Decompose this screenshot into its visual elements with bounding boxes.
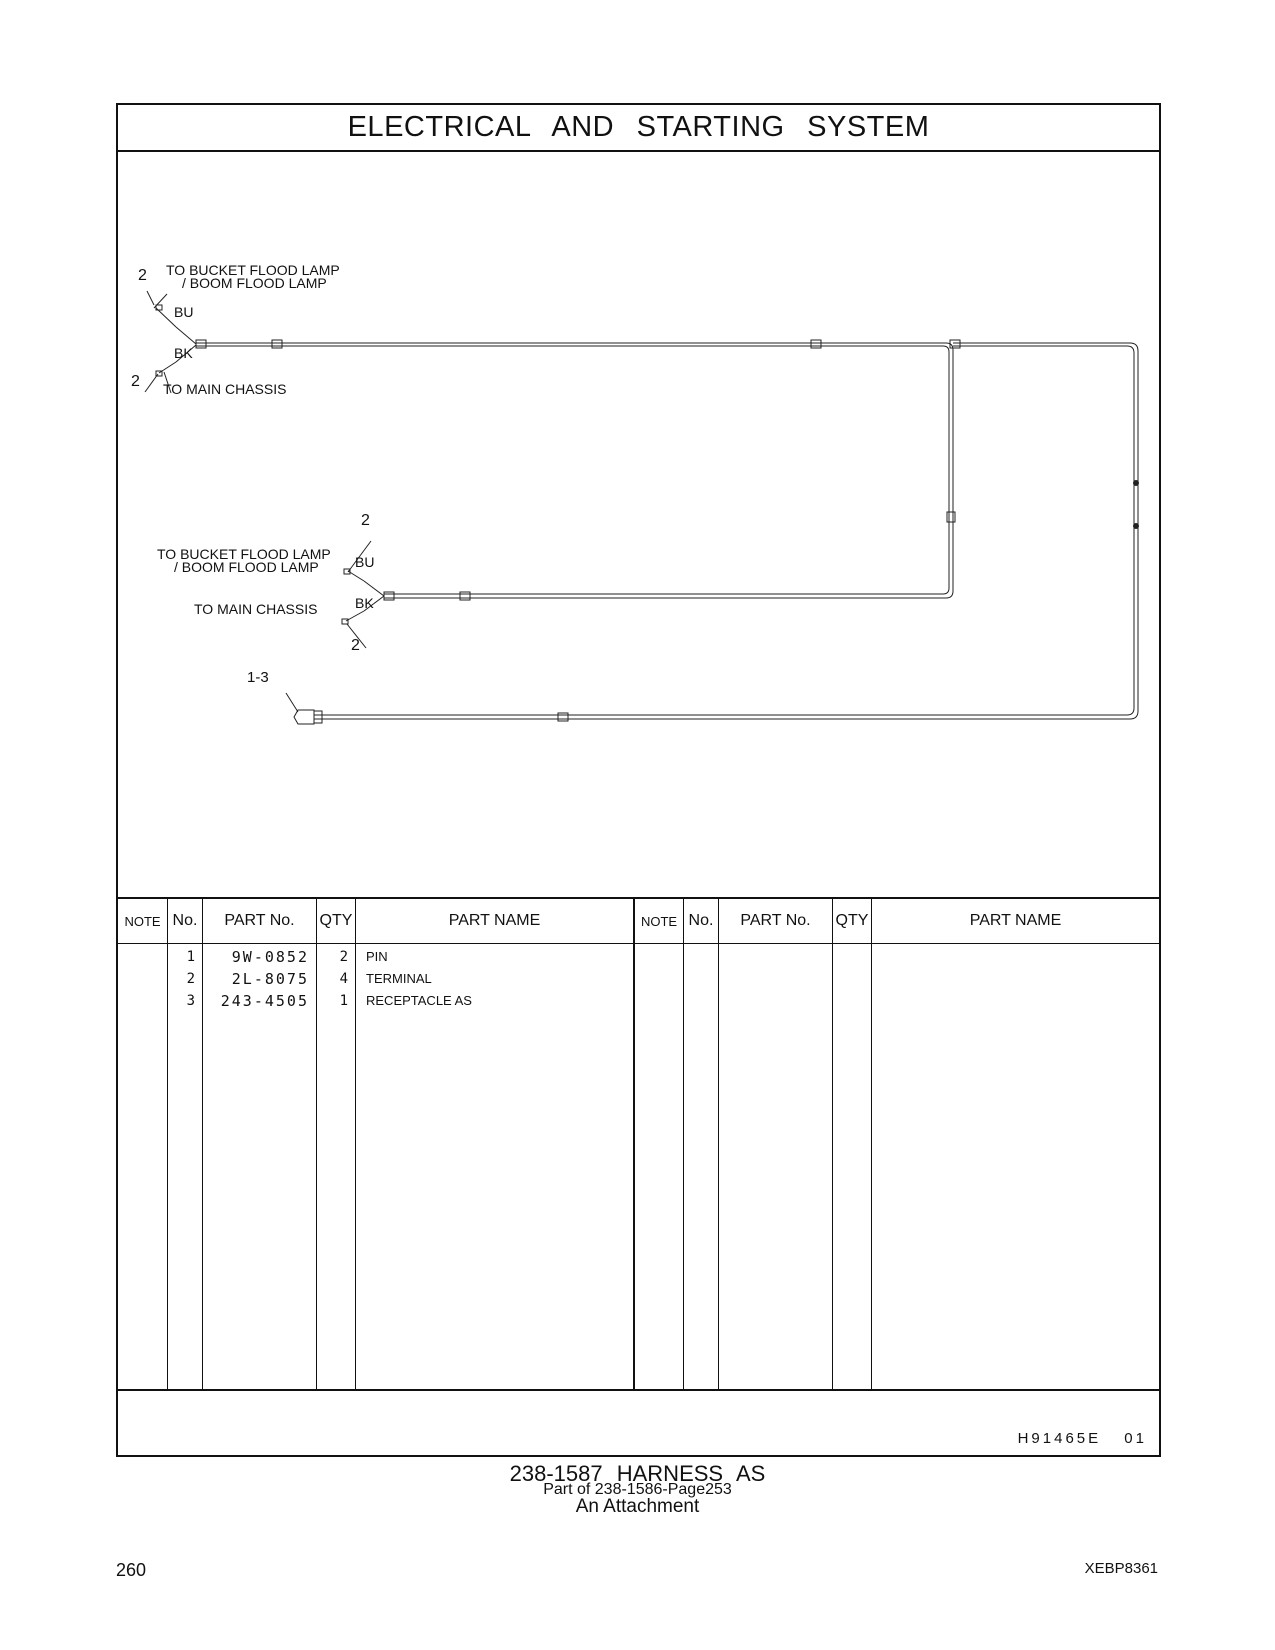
row-3-qty: 1 xyxy=(339,993,348,1009)
row-2-part-no: 2L-8075 xyxy=(231,970,309,988)
header-qty: QTY xyxy=(319,912,353,929)
middle-lamp-label-2: / BOOM FLOOD LAMP xyxy=(174,559,319,575)
parts-page-frame xyxy=(116,103,1161,1457)
header-note: NOTE xyxy=(124,913,161,929)
drawing-footer xyxy=(118,1389,1159,1457)
middle-callout-top: 2 xyxy=(361,512,370,529)
col-divider xyxy=(355,899,356,1391)
row-3-part-name: RECEPTACLE AS xyxy=(366,993,472,1008)
upper-sleeve-3 xyxy=(811,340,821,348)
table-half-divider xyxy=(633,899,635,1391)
outer-harness-trunk-inner xyxy=(314,346,1134,715)
row-2-qty: 4 xyxy=(339,971,348,987)
upper-bk-label: BK xyxy=(174,345,193,361)
upper-bu-wire xyxy=(156,308,176,327)
middle-sleeve-1 xyxy=(384,592,394,600)
middle-bk-wire xyxy=(346,611,364,621)
section-title: ELECTRICAL AND STARTING SYSTEM xyxy=(118,105,1159,152)
upper-callout-top: 2 xyxy=(138,267,147,284)
upper-callout-leader-bottom xyxy=(145,374,158,392)
clip-dot-1 xyxy=(1134,481,1139,486)
outer-harness-trunk xyxy=(314,343,1138,719)
header-note-right: NOTE xyxy=(640,913,678,929)
header-qty-right: QTY xyxy=(835,912,869,929)
lower-sleeve xyxy=(558,713,568,721)
upper-lamp-label-1: TO BUCKET FLOOD LAMP xyxy=(166,262,340,278)
upper-chassis-label: TO MAIN CHASSIS xyxy=(163,381,287,397)
document-id: XEBP8361 xyxy=(1084,1560,1158,1577)
middle-callout-bottom: 2 xyxy=(351,637,360,654)
middle-bu-branch xyxy=(364,581,384,596)
header-part-no: PART No. xyxy=(224,912,295,929)
caption-part-of: Part of 238-1586-Page253 xyxy=(543,1481,732,1498)
upper-bu-branch xyxy=(176,327,196,344)
parts-table xyxy=(118,897,1159,1391)
row-1-no: 1 xyxy=(186,949,195,965)
receptacle-callout-leader xyxy=(286,693,298,712)
row-2-no: 2 xyxy=(186,971,195,987)
col-divider xyxy=(871,899,872,1391)
middle-bk-label: BK xyxy=(355,595,374,611)
col-divider xyxy=(832,899,833,1391)
page-number: 260 xyxy=(116,1560,147,1580)
upper-callout-leader-label xyxy=(154,294,167,308)
col-divider xyxy=(718,899,719,1391)
harness-diagram xyxy=(118,150,1159,897)
row-3-no: 3 xyxy=(186,993,195,1009)
clip-dot-2 xyxy=(1134,524,1139,529)
receptacle-sleeve xyxy=(314,711,322,723)
row-3-part-no: 243-4505 xyxy=(220,992,309,1010)
upper-sleeve-4 xyxy=(950,340,960,348)
middle-bk-terminal xyxy=(342,619,348,624)
upper-vertical-sleeve xyxy=(947,512,955,522)
middle-lamp-label-1: TO BUCKET FLOOD LAMP xyxy=(157,546,331,562)
receptacle-callout: 1-3 xyxy=(247,669,269,686)
header-part-name: PART NAME xyxy=(448,912,541,929)
middle-sleeve-2 xyxy=(460,592,470,600)
middle-chassis-label: TO MAIN CHASSIS xyxy=(194,601,318,617)
row-1-part-no: 9W-0852 xyxy=(231,948,309,966)
col-divider xyxy=(683,899,684,1391)
upper-callout-bottom: 2 xyxy=(131,373,140,390)
row-2-part-name: TERMINAL xyxy=(366,971,432,986)
header-no: No. xyxy=(172,912,198,929)
upper-sleeve-1 xyxy=(196,340,206,348)
row-1-part-name: PIN xyxy=(366,949,388,964)
row-1-qty: 2 xyxy=(339,949,348,965)
receptacle xyxy=(294,710,314,724)
drawing-number: H91465E 01 xyxy=(1017,1430,1147,1447)
upper-sleeve-2 xyxy=(272,340,282,348)
upper-lamp-label-2: / BOOM FLOOD LAMP xyxy=(182,275,327,291)
middle-bu-label: BU xyxy=(355,554,375,570)
header-divider xyxy=(118,943,1159,944)
header-no-right: No. xyxy=(688,912,714,929)
upper-callout-leader-top xyxy=(147,291,154,305)
header-part-no-right: PART No. xyxy=(740,912,811,929)
header-part-name-right: PART NAME xyxy=(969,912,1062,929)
upper-bu-label: BU xyxy=(174,304,194,320)
caption-attachment: An Attachment xyxy=(575,1496,700,1517)
caption-title: 238-1587 HARNESS AS xyxy=(509,1461,766,1486)
